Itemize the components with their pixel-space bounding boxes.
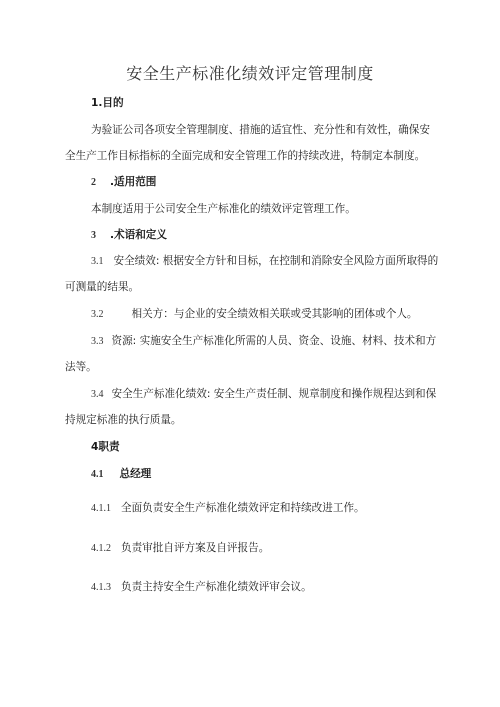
duty-4-1-3: [91, 580, 312, 595]
duty-text: 负责主持安全生产标准化绩效评审会议。: [121, 581, 312, 593]
section-3-heading: [91, 228, 167, 243]
duty-number: 4.1.3: [91, 582, 111, 593]
definition-text: 资源: 实施安全生产标准化所需的人员、资金、设施、材料、技术和方: [111, 335, 437, 347]
definition-3-4: [91, 387, 436, 402]
section-1-paragraph-line-1: 为验证公司各项安全管理制度、措施的适宜性、充分性和有效性，确保安: [91, 124, 430, 136]
section-4-heading: 4职责: [91, 441, 120, 453]
definition-number: 3.1: [91, 256, 104, 267]
section-1-paragraph-line-2: 全生产工作目标指标的全面完成和安全管理工作的持续改进，特制定本制度。: [65, 150, 426, 162]
definition-3-1-continued: 可测量的结果。: [65, 281, 140, 293]
section-2-heading: [91, 175, 156, 190]
definition-text: 安全绩效: 根据安全方针和目标，在控制和消除安全风险方面所取得的: [113, 255, 439, 267]
definition-3-4-continued: 持规定标准的执行质量。: [65, 414, 182, 426]
duty-4-1-1: [91, 501, 365, 516]
duty-text: 全面负责安全生产标准化绩效评定和持续改进工作。: [121, 502, 365, 514]
section-2-number: 2: [91, 177, 96, 188]
duty-text: 负责审批自评方案及自评报告。: [121, 542, 270, 554]
section-2-paragraph: 本制度适用于公司安全生产标准化的绩效评定管理工作。: [91, 203, 356, 215]
definition-3-1: [91, 254, 438, 269]
definition-3-3: [91, 334, 436, 349]
definition-number: 3.3: [91, 336, 104, 347]
document-title: 安全生产标准化绩效评定管理制度: [126, 64, 374, 83]
section-3-title: .术语和定义: [110, 229, 167, 241]
definition-text: 安全生产标准化绩效: 安全生产责任制、规章制度和操作规程达到和保: [111, 388, 437, 400]
duty-number: 4.1.1: [91, 503, 111, 514]
definition-number: 3.2: [91, 309, 104, 320]
section-3-number: 3: [91, 230, 96, 241]
definition-text: 相关方：与企业的安全绩效相关联或受其影响的团体或个人。: [131, 308, 418, 320]
definition-number: 3.4: [91, 389, 104, 400]
definition-3-3-continued: 法等。: [65, 361, 97, 373]
duty-4-1-2: [91, 541, 269, 556]
duty-number: 4.1.2: [91, 543, 111, 554]
subsection-title: 总经理: [119, 468, 152, 480]
subsection-number: 4.1: [91, 469, 104, 480]
subsection-4-1-heading: [91, 467, 151, 482]
section-1-heading: 1.目的: [91, 97, 124, 109]
section-2-title: .适用范围: [110, 176, 157, 188]
definition-3-2: [91, 307, 418, 322]
